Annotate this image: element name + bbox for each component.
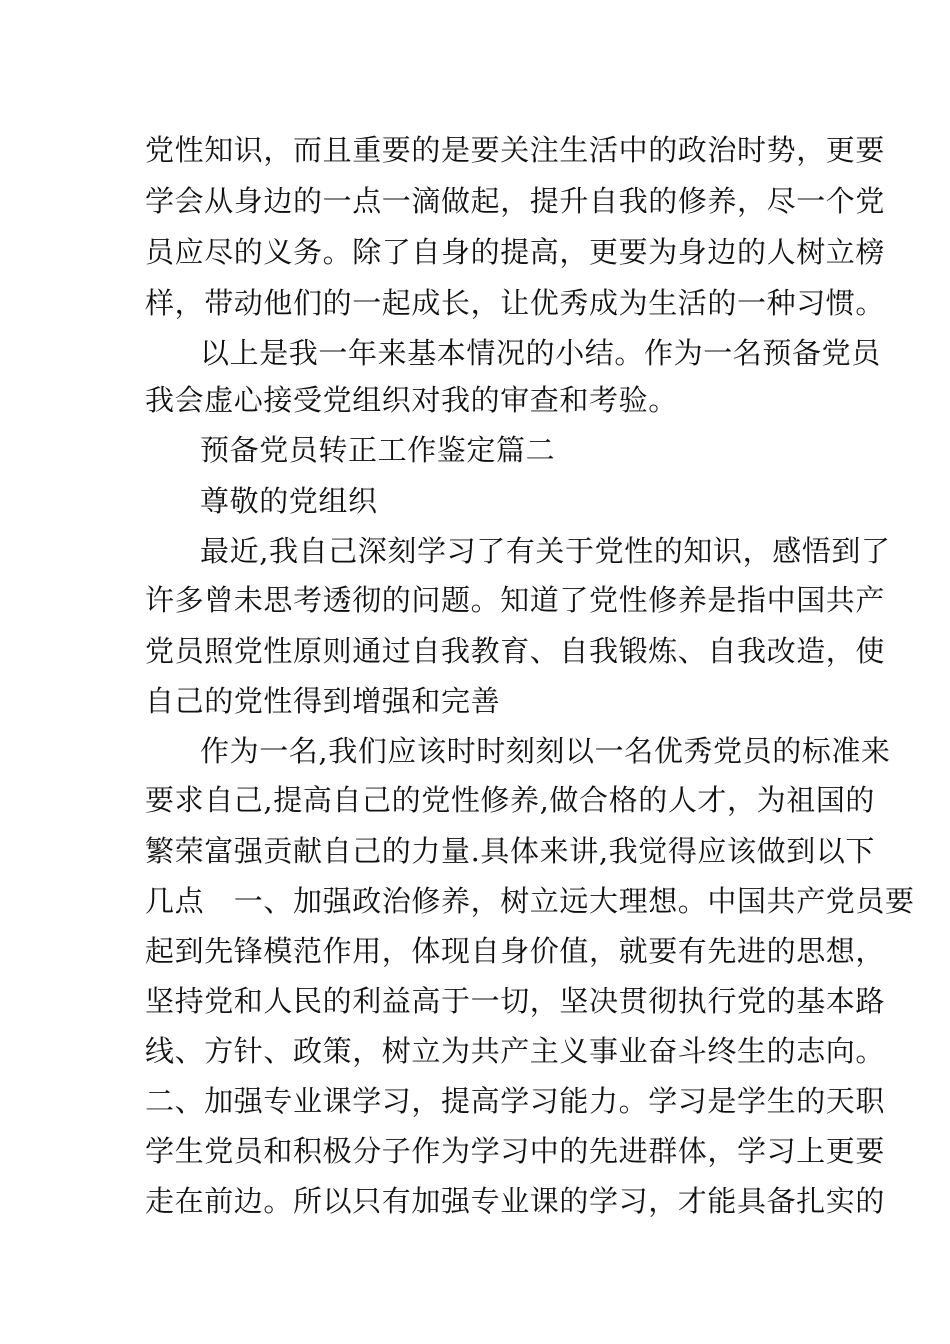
text-line-12: 自己的党性得到增强和完善 <box>145 684 501 718</box>
text-line-17: 起到先锋模范作用，体现自身价值，就要有先进的思想， <box>145 934 886 968</box>
text-line-20: 二、加强专业课学习，提高学习能力。学习是学生的天职 <box>145 1084 886 1118</box>
text-line-11: 党员照党性原则通过自我教育、自我锻炼、自我改造，使 <box>145 634 886 668</box>
text-line-18: 坚持党和人民的利益高于一切，坚决贯彻执行党的基本路 <box>145 984 886 1018</box>
salutation: 尊敬的党组织 <box>200 484 378 518</box>
text-line-10: 许多曾未思考透彻的问题。知道了党性修养是指中国共产 <box>145 583 886 617</box>
text-line-19: 线、方针、政策，树立为共产主义事业奋斗终生的志向。 <box>145 1034 886 1068</box>
text-line-3: 员应尽的义务。除了自身的提高，更要为身边的人树立榜 <box>145 235 886 269</box>
text-line-1: 党性知识，而且重要的是要关注生活中的政治时势，更要 <box>145 133 886 167</box>
text-line-6: 我会虚心接受党组织对我的审查和考验。 <box>145 383 678 417</box>
section-title: 预备党员转正工作鉴定篇二 <box>200 433 556 467</box>
text-line-22: 走在前边。所以只有加强专业课的学习，才能具备扎实的 <box>145 1184 886 1218</box>
text-line-15: 繁荣富强贡献自己的力量.具体来讲,我觉得应该做到以下 <box>145 834 876 868</box>
text-line-16: 几点 一、加强政治修养，树立远大理想。中国共产党员要 <box>145 884 915 918</box>
text-line-5: 以上是我一年来基本情况的小结。作为一名预备党员 <box>200 336 881 370</box>
text-line-9: 最近,我自己深刻学习了有关于党性的知识，感悟到了 <box>200 534 891 568</box>
text-line-2: 学会从身边的一点一滴做起，提升自我的修养，尽一个党 <box>145 184 886 218</box>
text-line-13: 作为一名,我们应该时时刻刻以一名优秀党员的标准来 <box>200 734 891 768</box>
text-line-14: 要求自己,提高自己的党性修养,做合格的人才，为祖国的 <box>145 783 876 817</box>
text-line-4: 样，带动他们的一起成长，让优秀成为生活的一种习惯。 <box>145 286 886 320</box>
text-line-21: 学生党员和积极分子作为学习中的先进群体，学习上更要 <box>145 1134 886 1168</box>
